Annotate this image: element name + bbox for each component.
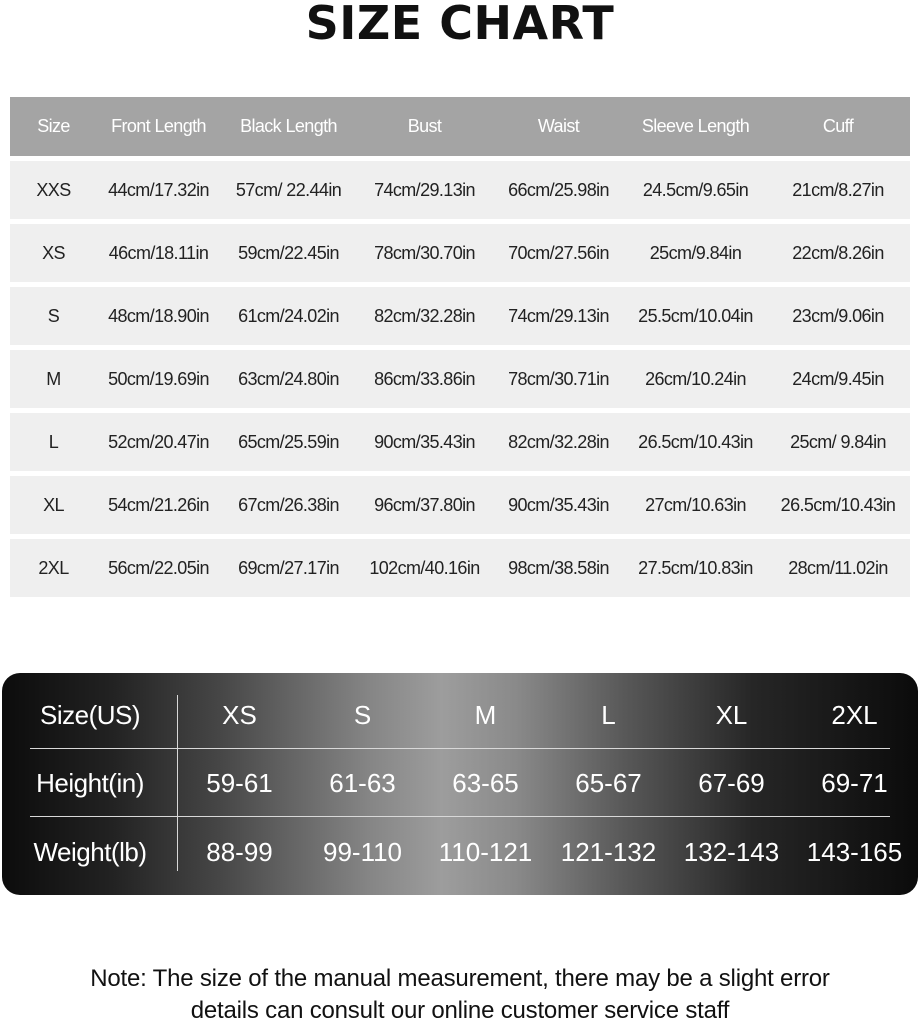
front-length-cell: 50cm/19.69in [108,368,209,389]
weight-cell: 132-143 [683,836,780,867]
measurement-table-header [10,97,910,156]
cuff-cell: 28cm/11.02in [788,557,888,578]
size-cell: XS [42,242,65,263]
bust-cell: 74cm/29.13in [374,179,475,200]
row-label-height: Height(in) [36,767,144,798]
header-bust: Bust [407,116,442,136]
weight-cell: 121-132 [560,836,657,867]
us-size-cell: L [601,699,616,730]
us-size-panel [2,673,918,895]
waist-cell: 78cm/30.71in [508,368,609,389]
height-cell: 59-61 [206,767,273,798]
bust-cell: 96cm/37.80in [374,494,475,515]
size-cell: 2XL [38,557,69,578]
height-cell: 67-69 [698,767,765,798]
front-length-cell: 54cm/21.26in [108,494,209,515]
table-row [10,287,910,345]
waist-cell: 98cm/38.58in [508,557,609,578]
bust-cell: 82cm/32.28in [374,305,475,326]
bust-cell: 102cm/40.16in [369,557,480,578]
waist-cell: 90cm/35.43in [508,494,609,515]
front-length-cell: 48cm/18.90in [108,305,209,326]
waist-cell: 66cm/25.98in [508,179,609,200]
us-size-cell: M [474,699,497,730]
height-cell: 65-67 [575,767,642,798]
weight-cell: 88-99 [206,836,273,867]
bust-cell: 78cm/30.70in [374,242,475,263]
size-cell: L [48,431,59,452]
back-length-cell: 59cm/22.45in [238,242,339,263]
cuff-cell: 25cm/ 9.84in [790,431,886,452]
front-length-cell: 46cm/18.11in [108,242,209,263]
waist-cell: 74cm/29.13in [508,305,609,326]
us-size-cell: 2XL [831,699,878,730]
weight-cell: 143-165 [806,836,903,867]
table-row [10,161,910,219]
cuff-cell: 26.5cm/10.43in [780,494,896,515]
sleeve-length-cell: 24.5cm/9.65in [642,179,749,200]
size-cell: M [46,368,61,389]
table-row [10,224,910,282]
header-sleeve-length: Sleeve Length [641,116,750,136]
size-cell: S [47,305,60,326]
us-weight-row [2,818,918,886]
height-cell: 69-71 [821,767,888,798]
row-label-size: Size(US) [39,699,140,730]
header-waist: Waist [537,116,580,136]
weight-cell: 110-121 [438,836,533,867]
row-label-weight: Weight(lb) [33,836,147,867]
cuff-cell: 21cm/8.27in [792,179,884,200]
note-line-1: Note: The size of the manual measurement, there may be a slight error [90,965,830,992]
table-row [10,476,910,534]
page-title: SIZE CHART [305,0,615,50]
front-length-cell: 52cm/20.47in [108,431,209,452]
table-row [10,413,910,471]
header-front-length: Front Length [111,116,206,136]
sleeve-length-cell: 27.5cm/10.83in [638,557,753,578]
waist-cell: 70cm/27.56in [508,242,609,263]
header-cuff: Cuff [822,116,854,136]
cuff-cell: 24cm/9.45in [792,368,884,389]
bust-cell: 86cm/33.86in [374,368,475,389]
us-size-cell: S [353,699,372,730]
back-length-cell: 69cm/27.17in [238,557,339,578]
back-length-cell: 57cm/ 22.44in [235,179,342,200]
us-size-row [2,681,918,749]
sleeve-length-cell: 27cm/10.63in [645,494,746,515]
back-length-cell: 67cm/26.38in [238,494,339,515]
table-row [10,539,910,597]
size-cell: XXS [36,179,71,200]
back-length-cell: 63cm/24.80in [238,368,339,389]
sleeve-length-cell: 25cm/9.84in [649,242,742,263]
sleeve-length-cell: 26cm/10.24in [645,368,746,389]
measurement-table [10,97,910,602]
sleeve-length-cell: 25.5cm/10.04in [638,305,753,326]
waist-cell: 82cm/32.28in [508,431,609,452]
measurement-note [0,963,920,1027]
bust-cell: 90cm/35.43in [374,431,475,452]
front-length-cell: 56cm/22.05in [108,557,209,578]
header-size: Size [37,116,70,136]
table-row [10,350,910,408]
header-back-length: Black Length [240,116,337,136]
weight-cell: 99-110 [322,836,403,867]
front-length-cell: 44cm/17.32in [108,179,209,200]
back-length-cell: 61cm/24.02in [238,305,339,326]
note-line-2: details can consult our online customer service staff [190,997,730,1024]
height-cell: 61-63 [329,767,396,798]
size-cell: XL [43,494,64,515]
height-cell: 63-65 [452,767,519,798]
cuff-cell: 23cm/9.06in [792,305,884,326]
sleeve-length-cell: 26.5cm/10.43in [638,431,753,452]
cuff-cell: 22cm/8.26in [792,242,884,263]
us-height-row [2,749,918,817]
us-size-cell: XS [222,699,257,730]
us-size-cell: XL [715,699,748,730]
back-length-cell: 65cm/25.59in [238,431,339,452]
